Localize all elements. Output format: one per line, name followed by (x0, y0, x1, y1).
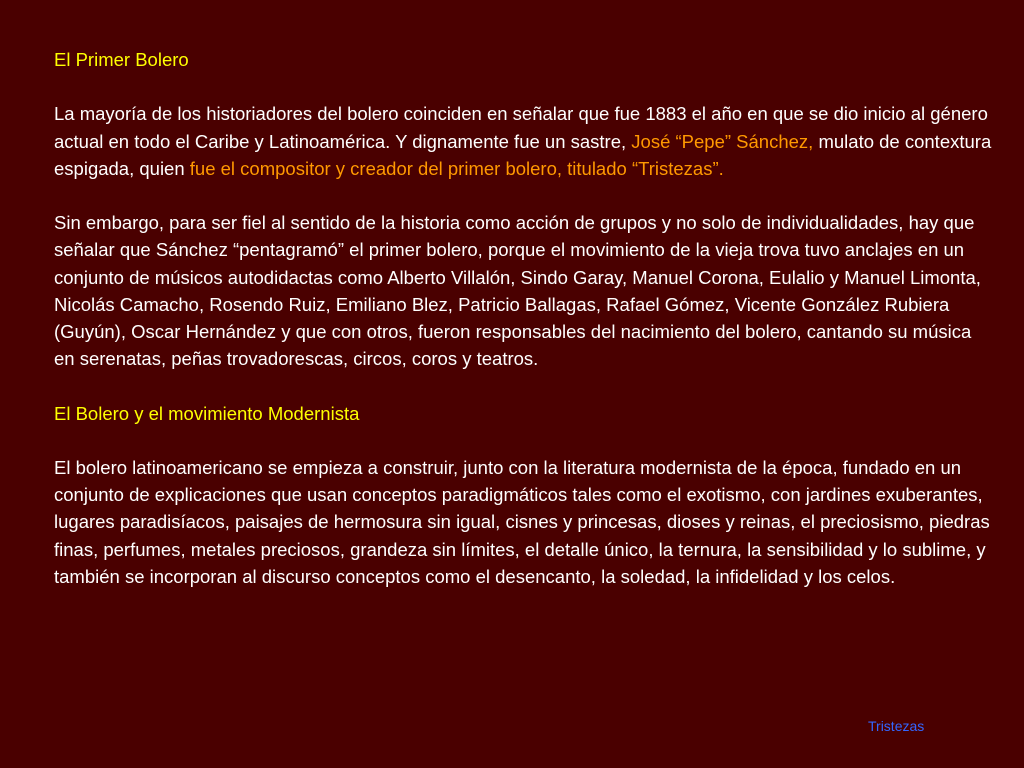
spacer (54, 73, 994, 100)
paragraph-text: La mayoría de los historiadores del bolero coinciden en señalar que fue 1883 el año en que se dio inicio al género actual en todo el Caribe y Latinoamérica. Y dignamente fue un sastre, (54, 103, 988, 152)
paragraph-vieja-trova: Sin embargo, para ser fiel al sentido de la historia como acción de grupos y no solo de individualidades, hay que señalar que Sánchez “pentagramó” el primer bolero, porque el movimiento de la vieja trova tuvo anclajes en un conjunto de músicos autodidactas como Alberto Villalón, Sindo Garay, Manuel Corona, Eulalio y Manuel Limonta, Nicolás Camacho, Rosendo Ruiz, Emiliano Blez, Patricio Ballagas, Rafael Gómez, Vicente González Rubiera (Guyún), Oscar Hernández y que con otros, fueron responsables del nacimiento del bolero, cantando su música en serenatas, peñas trovadorescas, circos, coros y teatros. (54, 212, 981, 370)
tristezas-link[interactable]: Tristezas (868, 718, 925, 734)
spacer (54, 427, 994, 454)
spacer (54, 372, 994, 399)
slide-content (54, 46, 994, 590)
paragraph-history-intro (54, 100, 994, 182)
highlight-first-bolero: fue el compositor y creador del primer bolero, titulado “Tristezas”. (189, 157, 724, 179)
section-heading-modernista: El Bolero y el movimiento Modernista (54, 402, 360, 424)
paragraph-modernismo: El bolero latinoamericano se empieza a construir, junto con la literatura modernista de la época, fundado en un conjunto de explicaciones que usan conceptos paradigmáticos tales como el exotismo, con jardines exuberantes, lugares paradisíacos, paisajes de hermosura sin igual, cisnes y princesas, dioses y reinas, el preciosismo, piedras finas, perfumes, metales preciosos, grandeza sin límites, el detalle único, la ternura, la sensibilidad y lo sublime, y también se incorporan al discurso conceptos como el desencanto, la soledad, la infidelidad y los celos. (54, 456, 990, 587)
section-heading-primer-bolero: El Primer Bolero (54, 49, 189, 70)
highlight-pepe-sanchez: José “Pepe” Sánchez, (631, 130, 814, 152)
spacer (54, 182, 994, 209)
paragraph-text: mulato de contextura espigada, quien (54, 130, 992, 179)
